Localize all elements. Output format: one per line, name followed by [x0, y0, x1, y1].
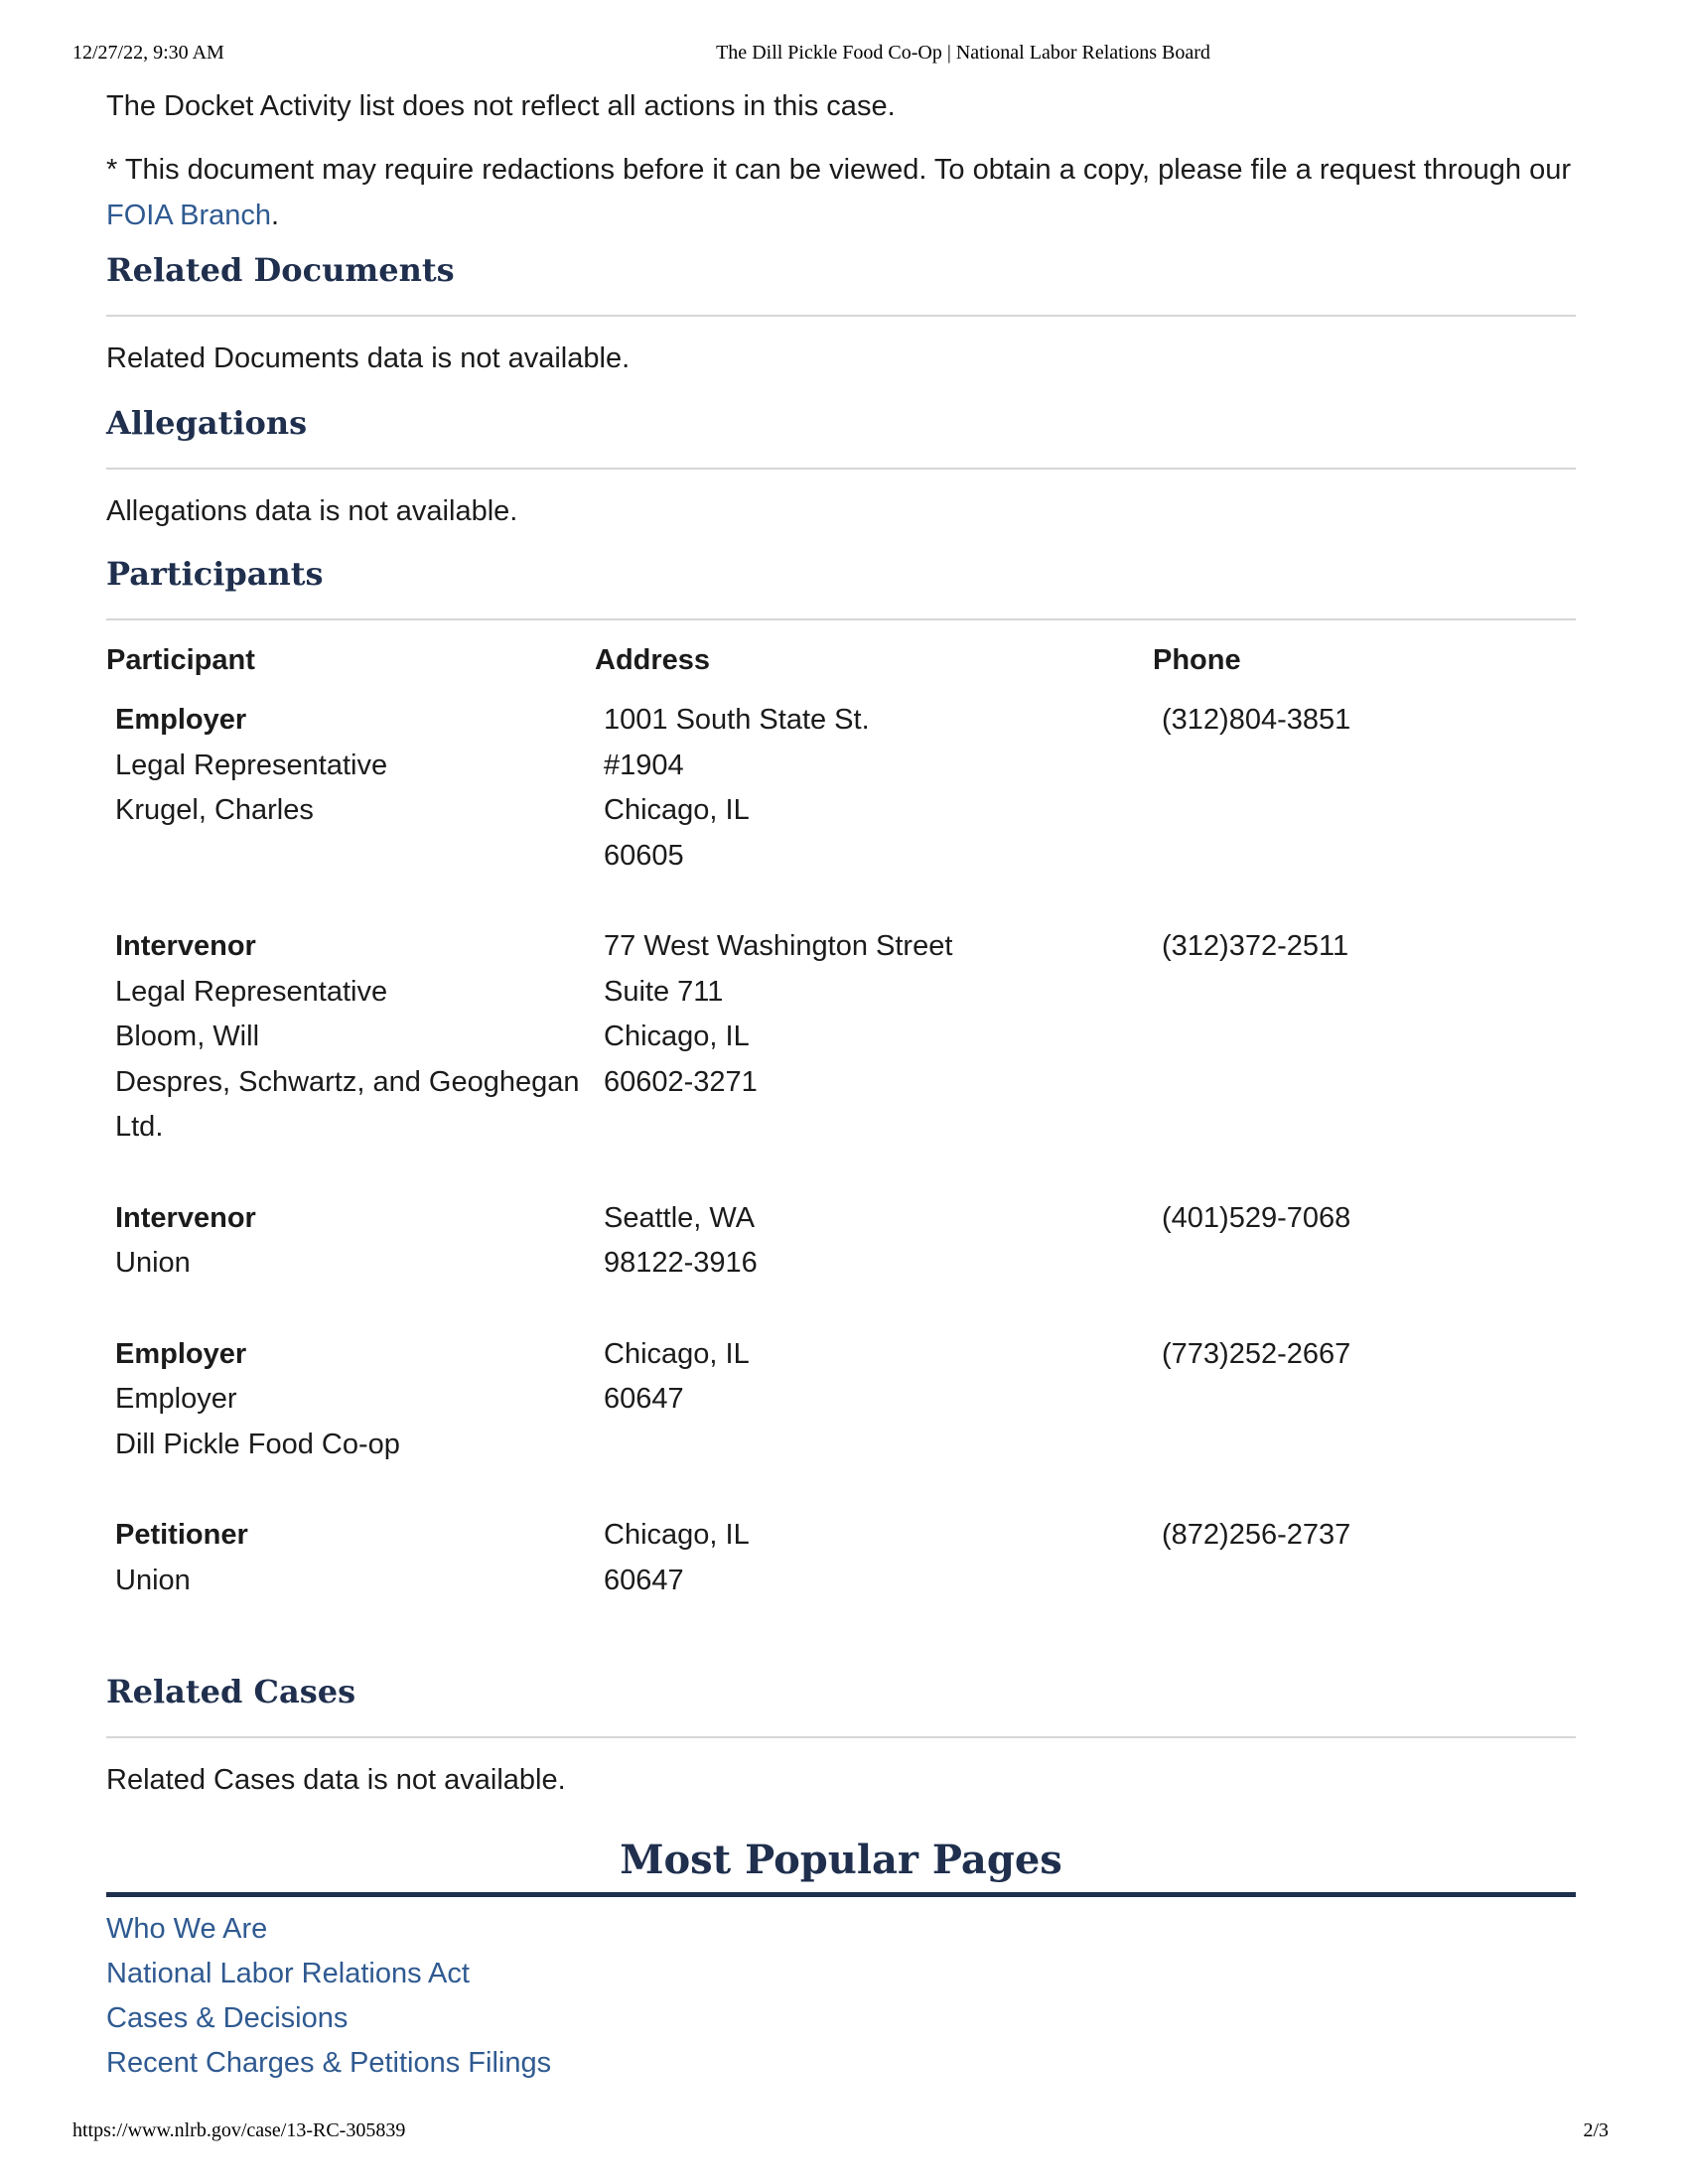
list-item	[106, 1952, 1576, 1996]
print-page-number: 2/3	[1583, 2119, 1609, 2141]
participant-detail: Union	[115, 1247, 191, 1279]
foia-branch-link[interactable]: FOIA Branch	[106, 200, 272, 231]
related-cases-empty: Related Cases data is not available.	[106, 1764, 566, 1796]
address-line: Chicago, IL	[604, 1021, 750, 1052]
participant-cell	[106, 698, 595, 924]
table-row	[106, 698, 1576, 924]
most-popular-pages-heading: Most Popular Pages	[620, 1837, 1062, 1883]
address-cell	[595, 1332, 1153, 1514]
link-cases-decisions[interactable]: Cases & Decisions	[106, 2002, 349, 2034]
list-item	[106, 1907, 1576, 1952]
phone-cell	[1153, 924, 1576, 1196]
table-row	[106, 1196, 1576, 1332]
participant-cell	[106, 1513, 595, 1649]
phone-number: (872)256-2737	[1162, 1519, 1351, 1551]
address-line: #1904	[604, 749, 684, 781]
participant-detail: Union	[115, 1564, 191, 1596]
allegations-empty: Allegations data is not available.	[106, 495, 518, 527]
address-line: Chicago, IL	[604, 794, 750, 826]
address-line: Suite 711	[604, 975, 724, 1008]
main-content	[106, 83, 1576, 2079]
address-line: 77 West Washington Street	[604, 930, 953, 962]
address-line: 60647	[604, 1564, 684, 1596]
participant-role: Intervenor	[115, 1201, 256, 1234]
participants-heading: Participants	[106, 555, 324, 593]
list-item	[106, 2041, 1576, 2086]
allegations-heading: Allegations	[106, 404, 308, 442]
table-row	[106, 1513, 1576, 1649]
allegations-section	[106, 401, 1576, 534]
column-header-participant: Participant	[106, 644, 255, 677]
participant-detail: Employer	[115, 1383, 237, 1415]
docket-note: The Docket Activity list does not reflect all actions in this case.	[106, 90, 896, 122]
participant-detail: Krugel, Charles	[115, 794, 314, 826]
address-cell	[595, 698, 1153, 924]
link-national-labor-relations-act[interactable]: National Labor Relations Act	[106, 1958, 470, 1989]
print-footer	[0, 2119, 1688, 2147]
address-cell	[595, 924, 1153, 1196]
list-item	[106, 1996, 1576, 2041]
phone-number: (312)804-3851	[1162, 704, 1351, 736]
related-cases-section	[106, 1670, 1576, 1803]
participant-cell	[106, 924, 595, 1196]
link-who-we-are[interactable]: Who We Are	[106, 1913, 268, 1945]
link-recent-charges-petitions[interactable]: Recent Charges & Petitions Filings	[106, 2047, 552, 2079]
section-divider	[106, 315, 1576, 317]
participant-role: Employer	[115, 1337, 247, 1370]
participant-detail: Legal Representative	[115, 749, 388, 781]
phone-cell	[1153, 1513, 1576, 1649]
related-documents-section	[106, 248, 1576, 381]
phone-number: (401)529-7068	[1162, 1201, 1351, 1234]
address-cell	[595, 1196, 1153, 1332]
participant-cell	[106, 1332, 595, 1514]
phone-cell	[1153, 698, 1576, 924]
participants-table	[106, 638, 1576, 1649]
address-line: 60647	[604, 1383, 684, 1415]
table-row	[106, 1332, 1576, 1514]
related-cases-heading: Related Cases	[106, 1673, 356, 1710]
participant-role: Petitioner	[115, 1519, 248, 1551]
participant-cell	[106, 1196, 595, 1332]
participant-detail: Bloom, Will	[115, 1021, 260, 1052]
print-header	[0, 42, 1688, 69]
participants-section	[106, 552, 1576, 1649]
section-divider	[106, 1736, 1576, 1738]
address-line: Chicago, IL	[604, 1519, 750, 1551]
print-page-title: The Dill Pickle Food Co-Op | National Labor Relations Board	[716, 42, 1210, 64]
address-line: Chicago, IL	[604, 1337, 750, 1370]
print-url: https://www.nlrb.gov/case/13-RC-305839	[72, 2119, 406, 2141]
related-documents-heading: Related Documents	[106, 251, 455, 289]
participant-detail: Dill Pickle Food Co-op	[115, 1428, 400, 1460]
popular-links-list	[106, 1907, 1576, 2086]
phone-number: (773)252-2667	[1162, 1337, 1351, 1370]
table-header-row	[106, 638, 1576, 698]
phone-number: (312)372-2511	[1162, 930, 1349, 962]
print-datetime: 12/27/22, 9:30 AM	[72, 42, 224, 64]
address-cell	[595, 1513, 1153, 1649]
participant-role: Intervenor	[115, 930, 256, 962]
address-line: 1001 South State St.	[604, 704, 870, 736]
participant-detail: Despres, Schwartz, and Geoghegan Ltd.	[115, 1065, 580, 1143]
popular-divider	[106, 1892, 1576, 1897]
section-divider	[106, 618, 1576, 620]
redaction-text: * This document may require redactions before it can be viewed. To obtain a copy, please file a request through our	[106, 154, 1572, 186]
column-header-address: Address	[595, 644, 711, 677]
column-header-phone: Phone	[1153, 644, 1241, 677]
table-row	[106, 924, 1576, 1196]
address-line: 60605	[604, 839, 684, 872]
redaction-end: .	[271, 200, 280, 231]
redaction-note	[106, 147, 1576, 238]
address-line: 60602-3271	[604, 1065, 758, 1098]
address-line: 98122-3916	[604, 1247, 758, 1279]
address-line: Seattle, WA	[604, 1201, 756, 1234]
related-documents-empty: Related Documents data is not available.	[106, 342, 631, 374]
phone-cell	[1153, 1332, 1576, 1514]
participant-detail: Legal Representative	[115, 975, 388, 1008]
section-divider	[106, 468, 1576, 470]
phone-cell	[1153, 1196, 1576, 1332]
most-popular-pages-section	[106, 1835, 1576, 2086]
participant-role: Employer	[115, 704, 247, 736]
